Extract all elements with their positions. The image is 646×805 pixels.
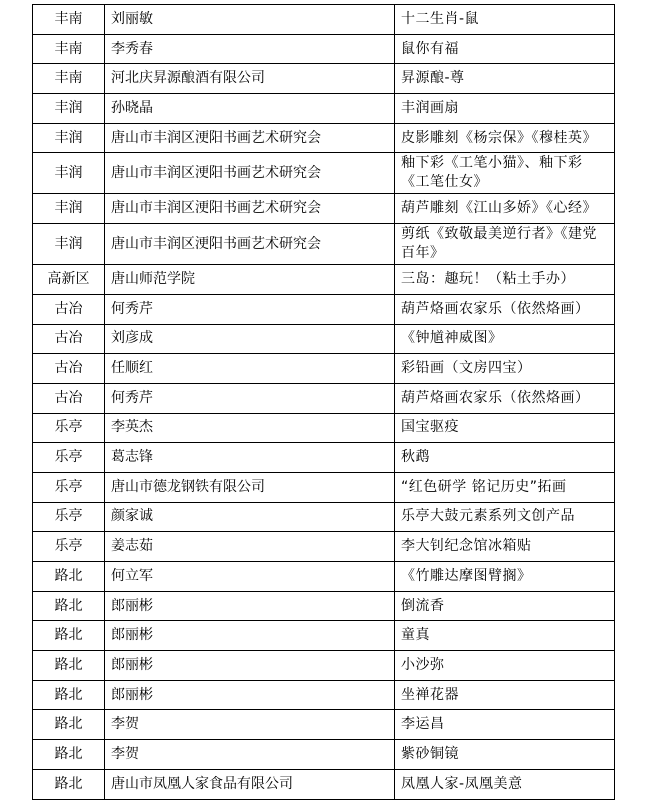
work-cell: 釉下彩《工笔小猫》、釉下彩《工笔仕女》 [395,153,615,194]
work-cell: 丰润画扇 [395,94,615,124]
district-cell: 丰润 [33,153,105,194]
work-cell: 鼠你有福 [395,34,615,64]
author-cell: 唐山市德龙钢铁有限公司 [105,472,395,502]
work-cell: 昇源酿-尊 [395,64,615,94]
author-cell: 何秀芹 [105,294,395,324]
work-cell: 倒流香 [395,591,615,621]
district-cell: 丰润 [33,194,105,224]
table-row [33,502,615,532]
work-cell: 紫砂铜镜 [395,740,615,770]
work-cell: 小沙弥 [395,651,615,681]
author-cell: 何立军 [105,562,395,592]
district-cell: 乐亭 [33,502,105,532]
table-row [33,591,615,621]
author-cell: 李贺 [105,710,395,740]
table-row [33,413,615,443]
entries-table [32,4,615,800]
author-cell: 唐山市丰润区浭阳书画艺术研究会 [105,153,395,194]
author-cell: 唐山市丰润区浭阳书画艺术研究会 [105,123,395,153]
table-row [33,354,615,384]
author-cell: 唐山市丰润区浭阳书画艺术研究会 [105,224,395,265]
work-cell: 李大钊纪念馆冰箱贴 [395,532,615,562]
district-cell: 路北 [33,740,105,770]
author-cell: 李秀春 [105,34,395,64]
district-cell: 丰南 [33,34,105,64]
table-row [33,769,615,799]
table-row [33,680,615,710]
work-cell: 葫芦烙画农家乐（依然烙画） [395,294,615,324]
author-cell: 郎丽彬 [105,591,395,621]
district-cell: 路北 [33,591,105,621]
author-cell: 姜志茹 [105,532,395,562]
table-row [33,224,615,265]
district-cell: 路北 [33,710,105,740]
table-row [33,64,615,94]
author-cell: 何秀芹 [105,383,395,413]
author-cell: 唐山市凤凰人家食品有限公司 [105,769,395,799]
table-row [33,651,615,681]
table-row [33,324,615,354]
table-row [33,94,615,124]
author-cell: 刘彦成 [105,324,395,354]
table-row [33,5,615,35]
district-cell: 高新区 [33,265,105,295]
district-cell: 路北 [33,651,105,681]
author-cell: 李英杰 [105,413,395,443]
district-cell: 乐亭 [33,443,105,473]
work-cell: 乐亭大鼓元素系列文创产品 [395,502,615,532]
district-cell: 路北 [33,562,105,592]
district-cell: 丰润 [33,224,105,265]
author-cell: 唐山市丰润区浭阳书画艺术研究会 [105,194,395,224]
work-cell: 坐禅花器 [395,680,615,710]
work-cell: 葫芦雕刻《江山多娇》《心经》 [395,194,615,224]
district-cell: 古冶 [33,294,105,324]
work-cell: 凤凰人家-凤凰美意 [395,769,615,799]
district-cell: 丰润 [33,123,105,153]
work-cell: 十二生肖-鼠 [395,5,615,35]
table-row [33,383,615,413]
table-row [33,123,615,153]
author-cell: 郎丽彬 [105,621,395,651]
work-cell: 《钟馗神威图》 [395,324,615,354]
table-row [33,153,615,194]
work-cell: 皮影雕刻《杨宗保》《穆桂英》 [395,123,615,153]
district-cell: 丰润 [33,94,105,124]
work-cell: 彩铅画（文房四宝） [395,354,615,384]
district-cell: 古冶 [33,383,105,413]
district-cell: 路北 [33,680,105,710]
district-cell: 乐亭 [33,532,105,562]
work-cell: 童真 [395,621,615,651]
table-row [33,532,615,562]
table-row [33,194,615,224]
author-cell: 河北庆昇源酿酒有限公司 [105,64,395,94]
author-cell: 郎丽彬 [105,651,395,681]
work-cell: “红色研学 铭记历史”拓画 [395,472,615,502]
work-cell: 国宝驱疫 [395,413,615,443]
district-cell: 古冶 [33,324,105,354]
work-cell: 剪纸《致敬最美逆行者》《建党百年》 [395,224,615,265]
work-cell: 三岛：趣玩！（粘土手办） [395,265,615,295]
table-row [33,472,615,502]
work-cell: 李运昌 [395,710,615,740]
author-cell: 唐山师范学院 [105,265,395,295]
table-row [33,562,615,592]
work-cell: 秋鹉 [395,443,615,473]
work-cell: 《竹雕达摩图臂搁》 [395,562,615,592]
district-cell: 路北 [33,621,105,651]
table-row [33,710,615,740]
author-cell: 孙晓晶 [105,94,395,124]
author-cell: 刘丽敏 [105,5,395,35]
district-cell: 路北 [33,769,105,799]
district-cell: 丰南 [33,64,105,94]
table-row [33,34,615,64]
table-row [33,443,615,473]
author-cell: 郎丽彬 [105,680,395,710]
district-cell: 乐亭 [33,472,105,502]
author-cell: 颜家诚 [105,502,395,532]
district-cell: 乐亭 [33,413,105,443]
work-cell: 葫芦烙画农家乐（依然烙画） [395,383,615,413]
author-cell: 李贺 [105,740,395,770]
table-row [33,265,615,295]
district-cell: 丰南 [33,5,105,35]
table-row [33,740,615,770]
author-cell: 任顺红 [105,354,395,384]
document-page [32,4,614,800]
author-cell: 葛志锋 [105,443,395,473]
table-row [33,294,615,324]
table-row [33,621,615,651]
district-cell: 古冶 [33,354,105,384]
